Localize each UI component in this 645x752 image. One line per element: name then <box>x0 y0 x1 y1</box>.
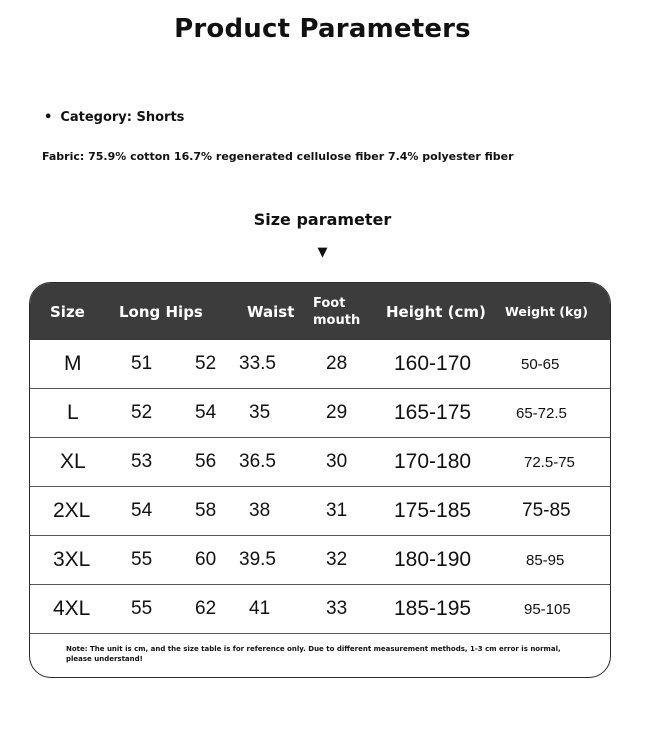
header-waist: Waist <box>247 302 295 321</box>
cell-waist: 41 <box>249 598 271 619</box>
cell-height: 160-170 <box>394 352 472 375</box>
header-foot-line1: Foot <box>313 295 346 311</box>
cell-hips: 60 <box>195 549 217 570</box>
cell-height: 170-180 <box>394 450 472 473</box>
cell-waist: 33.5 <box>239 353 276 374</box>
header-size: Size <box>50 302 85 321</box>
table-row <box>30 487 610 536</box>
category-line <box>44 110 184 125</box>
cell-height: 185-195 <box>394 597 472 620</box>
cell-foot: 29 <box>326 402 348 423</box>
cell-height: 165-175 <box>394 401 472 424</box>
table-row <box>30 340 610 389</box>
header-foot-line2: mouth <box>313 312 361 328</box>
header-long-hips: Long Hips <box>119 302 203 321</box>
page-title: Product Parameters <box>174 14 471 44</box>
cell-foot: 33 <box>326 598 348 619</box>
bullet-icon: • <box>44 110 53 125</box>
cell-weight: 75-85 <box>522 500 571 521</box>
cell-weight: 65-72.5 <box>516 404 567 422</box>
cell-long: 52 <box>131 402 153 423</box>
cell-foot: 32 <box>326 549 348 570</box>
cell-height: 180-190 <box>394 548 472 571</box>
header-weight: Weight (kg) <box>505 304 588 319</box>
size-table <box>29 282 611 678</box>
cell-foot: 30 <box>326 451 348 472</box>
cell-size: 2XL <box>53 499 91 522</box>
header-height: Height (cm) <box>386 302 486 321</box>
cell-waist: 35 <box>249 402 271 423</box>
cell-hips: 58 <box>195 500 217 521</box>
category-text: Category: Shorts <box>60 110 185 125</box>
cell-foot: 28 <box>326 353 348 374</box>
table-row <box>30 389 610 438</box>
cell-long: 53 <box>131 451 153 472</box>
cell-waist: 39.5 <box>239 549 276 570</box>
size-parameter-heading: Size parameter <box>253 210 392 229</box>
cell-size: 4XL <box>53 597 91 620</box>
table-header <box>30 283 610 340</box>
cell-weight: 85-95 <box>526 551 565 569</box>
cell-size: XL <box>60 450 86 473</box>
cell-hips: 62 <box>195 598 217 619</box>
cell-weight: 72.5-75 <box>524 453 575 471</box>
down-arrow-icon: ▼ <box>317 245 328 260</box>
table-note: Note: The unit is cm, and the size table is for reference only. Due to different measurement methods, 1-3 cm error is normal, please understand! <box>66 645 561 663</box>
fabric-line: Fabric: 75.9% cotton 16.7% regenerated cellulose fiber 7.4% polyester fiber <box>42 150 514 163</box>
cell-weight: 50-65 <box>521 355 560 373</box>
cell-long: 54 <box>131 500 153 521</box>
cell-long: 55 <box>131 598 153 619</box>
cell-hips: 54 <box>195 402 217 423</box>
cell-weight: 95-105 <box>524 600 571 618</box>
header-foot-mouth <box>313 283 360 340</box>
cell-hips: 52 <box>195 353 217 374</box>
cell-waist: 38 <box>249 500 271 521</box>
cell-size: L <box>67 401 79 424</box>
cell-size: M <box>64 352 82 375</box>
cell-long: 51 <box>131 353 153 374</box>
cell-long: 55 <box>131 549 153 570</box>
table-row <box>30 536 610 585</box>
table-row <box>30 438 610 487</box>
cell-hips: 56 <box>195 451 217 472</box>
cell-waist: 36.5 <box>239 451 276 472</box>
cell-height: 175-185 <box>394 499 472 522</box>
cell-size: 3XL <box>53 548 91 571</box>
cell-foot: 31 <box>326 500 348 521</box>
table-row <box>30 585 610 634</box>
